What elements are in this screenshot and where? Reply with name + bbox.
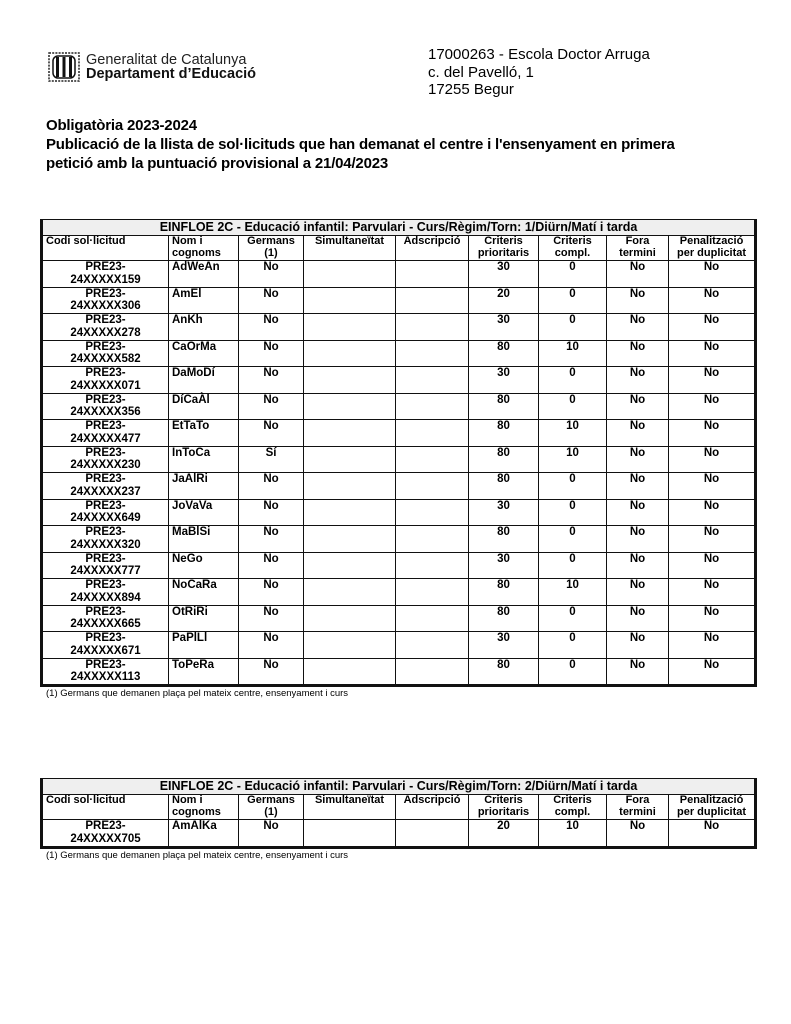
request-code-part2: 24XXXXX477 — [70, 432, 141, 445]
cell-compl: 0 — [539, 473, 607, 500]
cell-fora: No — [607, 632, 669, 659]
cell-fora: No — [607, 287, 669, 314]
cell-name: MaBlSi — [169, 526, 239, 553]
school-city: 17255 Begur — [428, 81, 514, 98]
column-header-line: termini — [619, 805, 656, 818]
column-header-line: compl. — [554, 246, 591, 259]
cell-adscripcio — [396, 261, 469, 288]
cell-penalitzacio: No — [669, 658, 756, 686]
column-header — [669, 236, 756, 261]
cell-fora: No — [607, 340, 669, 367]
table-row — [42, 287, 756, 314]
cell-request-code — [42, 632, 169, 659]
table-row — [42, 552, 756, 579]
cell-request-code — [42, 367, 169, 394]
cell-request-code — [42, 261, 169, 288]
cell-request-code — [42, 287, 169, 314]
request-code-part2: 24XXXXX237 — [70, 485, 141, 498]
request-code-part2: 24XXXXX113 — [70, 671, 141, 683]
cell-fora: No — [607, 473, 669, 500]
column-header-line: Simultaneïtat — [314, 794, 385, 806]
school-info — [428, 46, 650, 99]
cell-penalitzacio: No — [669, 261, 756, 288]
cell-request-code — [42, 820, 169, 848]
request-code-part1: PRE23- — [85, 420, 126, 432]
cell-prioritaris: 30 — [469, 367, 539, 394]
cell-adscripcio — [396, 287, 469, 314]
column-header-line: cognoms — [172, 805, 221, 818]
cell-simultaneitat — [304, 367, 396, 394]
cell-fora: No — [607, 552, 669, 579]
cell-penalitzacio: No — [669, 632, 756, 659]
cell-prioritaris: 30 — [469, 552, 539, 579]
cell-compl: 10 — [539, 820, 607, 848]
cell-germans: No — [239, 314, 304, 341]
column-header-line: Germans — [247, 235, 295, 247]
cell-compl: 10 — [539, 340, 607, 367]
column-header — [607, 795, 669, 820]
cell-name: NoCaRa — [169, 579, 239, 606]
cell-name: ToPeRa — [169, 658, 239, 686]
cell-simultaneitat — [304, 552, 396, 579]
cell-penalitzacio: No — [669, 420, 756, 447]
table-caption: EINFLOE 2C - Educació infantil: Parvulari - Curs/Règim/Torn: 1/Diürn/Matí i tarda — [42, 220, 756, 236]
cell-penalitzacio: No — [669, 499, 756, 526]
cell-simultaneitat — [304, 314, 396, 341]
column-header-line: Germans — [247, 794, 295, 806]
cell-compl: 0 — [539, 526, 607, 553]
cell-name: AmAlKa — [169, 820, 239, 848]
column-header-line: Nom i — [172, 235, 203, 247]
title-line-3: petició amb la puntuació provisional a 21/04/2023 — [46, 155, 388, 172]
cell-fora: No — [607, 605, 669, 632]
table-row — [42, 526, 756, 553]
column-header-line: (1) — [264, 246, 278, 259]
column-header-line: Codi sol·licitud — [46, 794, 126, 806]
cell-request-code — [42, 579, 169, 606]
cell-germans: No — [239, 499, 304, 526]
cell-fora: No — [607, 820, 669, 848]
cell-name: PaPlLl — [169, 632, 239, 659]
cell-compl: 10 — [539, 446, 607, 473]
request-code-part2: 24XXXXX159 — [70, 273, 141, 286]
request-code-part1: PRE23- — [85, 526, 126, 538]
request-code-part1: PRE23- — [85, 820, 126, 832]
cell-prioritaris: 80 — [469, 605, 539, 632]
cell-request-code — [42, 314, 169, 341]
cell-adscripcio — [396, 314, 469, 341]
cell-prioritaris: 20 — [469, 287, 539, 314]
cell-germans: No — [239, 420, 304, 447]
cell-name: AnKh — [169, 314, 239, 341]
column-header-line: Adscripció — [403, 235, 461, 247]
table-row — [42, 658, 756, 686]
column-header — [396, 236, 469, 261]
column-header-line: Adscripció — [403, 794, 461, 806]
cell-name: JaAlRi — [169, 473, 239, 500]
cell-request-code — [42, 473, 169, 500]
request-code-part2: 24XXXXX230 — [70, 459, 141, 471]
cell-simultaneitat — [304, 261, 396, 288]
cell-adscripcio — [396, 579, 469, 606]
cell-germans: No — [239, 340, 304, 367]
page-title — [46, 116, 675, 173]
cell-adscripcio — [396, 393, 469, 420]
cell-simultaneitat — [304, 579, 396, 606]
cell-prioritaris: 30 — [469, 499, 539, 526]
cell-germans: No — [239, 393, 304, 420]
request-code-part2: 24XXXXX649 — [70, 512, 141, 524]
cell-fora: No — [607, 393, 669, 420]
cell-prioritaris: 80 — [469, 340, 539, 367]
table-header-row — [42, 795, 756, 820]
request-code-part1: PRE23- — [85, 605, 126, 618]
cell-penalitzacio: No — [669, 287, 756, 314]
cell-simultaneitat — [304, 499, 396, 526]
cell-compl: 0 — [539, 261, 607, 288]
cell-name: JoVaVa — [169, 499, 239, 526]
cell-adscripcio — [396, 499, 469, 526]
cell-compl: 0 — [539, 605, 607, 632]
cell-adscripcio — [396, 658, 469, 686]
title-line-2: Publicació de la llista de sol·licituds que han demanat el centre i l'ensenyament en primera — [46, 136, 675, 153]
cell-fora: No — [607, 261, 669, 288]
request-code-part2: 24XXXXX278 — [70, 326, 141, 339]
cell-name: AmEl — [169, 287, 239, 314]
cell-name: DaMoDí — [169, 367, 239, 394]
cell-fora: No — [607, 314, 669, 341]
cell-adscripcio — [396, 632, 469, 659]
cell-prioritaris: 80 — [469, 393, 539, 420]
column-header-line: Criteris — [553, 794, 592, 806]
column-header-line: Nom i — [172, 794, 203, 806]
cell-germans: No — [239, 820, 304, 848]
column-header — [169, 236, 239, 261]
admission-table-2 — [40, 778, 757, 849]
cell-simultaneitat — [304, 340, 396, 367]
cell-prioritaris: 80 — [469, 526, 539, 553]
cell-germans: No — [239, 658, 304, 686]
cell-germans: No — [239, 605, 304, 632]
cell-penalitzacio: No — [669, 526, 756, 553]
request-code-part2: 24XXXXX777 — [70, 565, 141, 577]
request-code-part1: PRE23- — [85, 261, 126, 273]
column-header-line: Penalització — [679, 794, 744, 806]
cell-fora: No — [607, 446, 669, 473]
cell-fora: No — [607, 526, 669, 553]
cell-compl: 0 — [539, 632, 607, 659]
cell-prioritaris: 30 — [469, 314, 539, 341]
request-code-part1: PRE23- — [85, 579, 126, 591]
table-row — [42, 314, 756, 341]
column-header — [42, 795, 169, 820]
cell-penalitzacio: No — [669, 393, 756, 420]
table-footnote: (1) Germans que demanen plaça pel mateix centre, ensenyament i curs — [46, 688, 349, 699]
column-header-line: Simultaneïtat — [314, 235, 385, 247]
column-header-line: (1) — [264, 805, 278, 818]
cell-adscripcio — [396, 367, 469, 394]
cell-germans: No — [239, 473, 304, 500]
cell-penalitzacio: No — [669, 446, 756, 473]
cell-germans: No — [239, 287, 304, 314]
column-header-line: prioritaris — [477, 805, 530, 818]
column-header — [42, 236, 169, 261]
cell-request-code — [42, 393, 169, 420]
column-header — [396, 795, 469, 820]
table-row — [42, 261, 756, 288]
cell-penalitzacio: No — [669, 340, 756, 367]
cell-compl: 0 — [539, 367, 607, 394]
generalitat-logo — [48, 52, 256, 82]
cell-germans: No — [239, 367, 304, 394]
cell-simultaneitat — [304, 287, 396, 314]
cell-compl: 0 — [539, 658, 607, 686]
column-header — [304, 795, 396, 820]
column-header-line: per duplicitat — [677, 805, 747, 818]
cell-fora: No — [607, 367, 669, 394]
table-row — [42, 367, 756, 394]
cell-request-code — [42, 526, 169, 553]
column-header-line: termini — [619, 246, 656, 259]
cell-germans: No — [239, 552, 304, 579]
cell-adscripcio — [396, 473, 469, 500]
table-row — [42, 473, 756, 500]
cell-request-code — [42, 499, 169, 526]
request-code-part1: PRE23- — [85, 473, 126, 485]
cell-penalitzacio: No — [669, 605, 756, 632]
cell-simultaneitat — [304, 658, 396, 686]
table-row — [42, 420, 756, 447]
cell-adscripcio — [396, 820, 469, 848]
cell-prioritaris: 80 — [469, 579, 539, 606]
cell-simultaneitat — [304, 473, 396, 500]
cell-prioritaris: 80 — [469, 658, 539, 686]
cell-prioritaris: 80 — [469, 446, 539, 473]
cell-penalitzacio: No — [669, 579, 756, 606]
table-row — [42, 499, 756, 526]
cell-compl: 0 — [539, 499, 607, 526]
column-header — [669, 795, 756, 820]
cell-germans: No — [239, 526, 304, 553]
cell-request-code — [42, 605, 169, 632]
cell-simultaneitat — [304, 420, 396, 447]
request-code-part2: 24XXXXX705 — [70, 832, 141, 845]
column-header — [539, 795, 607, 820]
table-row — [42, 579, 756, 606]
cell-adscripcio — [396, 605, 469, 632]
column-header-line: compl. — [554, 805, 591, 818]
cell-penalitzacio: No — [669, 552, 756, 579]
cell-name: InToCa — [169, 446, 239, 473]
column-header-line: Fora — [625, 235, 650, 247]
column-header-line: Fora — [625, 794, 650, 806]
cell-request-code — [42, 552, 169, 579]
column-header — [239, 795, 304, 820]
request-code-part1: PRE23- — [85, 446, 126, 459]
cell-fora: No — [607, 420, 669, 447]
table-row — [42, 605, 756, 632]
cell-simultaneitat — [304, 393, 396, 420]
cell-name: OtRiRi — [169, 605, 239, 632]
column-header — [304, 236, 396, 261]
cell-germans: No — [239, 579, 304, 606]
cell-compl: 0 — [539, 287, 607, 314]
cell-penalitzacio: No — [669, 314, 756, 341]
department-name: Departament d’Educació — [86, 66, 257, 82]
column-header — [469, 236, 539, 261]
cell-compl: 0 — [539, 393, 607, 420]
cell-simultaneitat — [304, 526, 396, 553]
column-header-line: Criteris — [553, 235, 592, 247]
request-code-part1: PRE23- — [85, 340, 126, 353]
school-address: c. del Pavelló, 1 — [428, 63, 534, 81]
column-header — [169, 795, 239, 820]
cell-prioritaris: 80 — [469, 420, 539, 447]
column-header — [607, 236, 669, 261]
cell-fora: No — [607, 658, 669, 686]
table-row — [42, 393, 756, 420]
request-code-part2: 24XXXXX306 — [70, 300, 141, 312]
admission-table-1 — [40, 219, 757, 687]
cell-germans: Sí — [239, 446, 304, 473]
cell-prioritaris: 30 — [469, 632, 539, 659]
cell-name: NeGo — [169, 552, 239, 579]
cell-penalitzacio: No — [669, 820, 756, 848]
column-header — [539, 236, 607, 261]
request-code-part2: 24XXXXX894 — [70, 591, 141, 604]
table-row — [42, 446, 756, 473]
column-header-line: prioritaris — [477, 246, 530, 259]
request-code-part1: PRE23- — [85, 552, 126, 565]
cell-penalitzacio: No — [669, 473, 756, 500]
table-row — [42, 820, 756, 848]
cell-adscripcio — [396, 446, 469, 473]
column-header-line: Criteris — [484, 235, 523, 247]
column-header-line: Criteris — [484, 794, 523, 806]
cell-simultaneitat — [304, 605, 396, 632]
cell-prioritaris: 20 — [469, 820, 539, 848]
column-header — [239, 236, 304, 261]
cell-request-code — [42, 658, 169, 686]
cell-simultaneitat — [304, 446, 396, 473]
request-code-part2: 24XXXXX665 — [70, 618, 141, 630]
cell-adscripcio — [396, 340, 469, 367]
request-code-part1: PRE23- — [85, 314, 126, 326]
cell-adscripcio — [396, 420, 469, 447]
cell-name: AdWeAn — [169, 261, 239, 288]
table-header-row — [42, 236, 756, 261]
cell-fora: No — [607, 499, 669, 526]
request-code-part1: PRE23- — [85, 499, 126, 512]
request-code-part2: 24XXXXX356 — [70, 406, 141, 418]
cell-fora: No — [607, 579, 669, 606]
cell-request-code — [42, 446, 169, 473]
table-row — [42, 632, 756, 659]
cell-name: DíCaÀl — [169, 393, 239, 420]
cell-simultaneitat — [304, 820, 396, 848]
cell-adscripcio — [396, 526, 469, 553]
column-header-line: per duplicitat — [677, 246, 747, 259]
column-header-line: Codi sol·licitud — [46, 235, 126, 247]
cell-request-code — [42, 340, 169, 367]
generalitat-logo-icon — [48, 52, 80, 82]
school-code-name: 17000263 - Escola Doctor Arruga — [428, 46, 650, 63]
title-line-1: Obligatòria 2023-2024 — [46, 117, 197, 134]
cell-name: CaOrMa — [169, 340, 239, 367]
cell-penalitzacio: No — [669, 367, 756, 394]
column-header-line: Penalització — [679, 235, 744, 247]
cell-request-code — [42, 420, 169, 447]
cell-prioritaris: 80 — [469, 473, 539, 500]
column-header — [469, 795, 539, 820]
cell-compl: 0 — [539, 552, 607, 579]
cell-compl: 0 — [539, 314, 607, 341]
request-code-part2: 24XXXXX582 — [70, 353, 141, 365]
cell-compl: 10 — [539, 579, 607, 606]
table-footnote: (1) Germans que demanen plaça pel mateix centre, ensenyament i curs — [46, 850, 349, 861]
cell-compl: 10 — [539, 420, 607, 447]
cell-adscripcio — [396, 552, 469, 579]
request-code-part2: 24XXXXX320 — [70, 538, 141, 551]
request-code-part2: 24XXXXX071 — [70, 379, 141, 392]
cell-germans: No — [239, 261, 304, 288]
cell-simultaneitat — [304, 632, 396, 659]
request-code-part1: PRE23- — [85, 367, 126, 379]
request-code-part1: PRE23- — [85, 393, 126, 406]
request-code-part1: PRE23- — [85, 658, 126, 671]
table-caption: EINFLOE 2C - Educació infantil: Parvulari - Curs/Règim/Torn: 2/Diürn/Matí i tarda — [42, 779, 756, 795]
table-row — [42, 340, 756, 367]
request-code-part2: 24XXXXX671 — [70, 644, 141, 657]
request-code-part1: PRE23- — [85, 287, 126, 300]
request-code-part1: PRE23- — [85, 632, 126, 644]
cell-name: EtTaTo — [169, 420, 239, 447]
cell-germans: No — [239, 632, 304, 659]
org-name: Generalitat de Catalunya — [86, 52, 247, 68]
column-header-line: cognoms — [172, 246, 221, 259]
cell-prioritaris: 30 — [469, 261, 539, 288]
